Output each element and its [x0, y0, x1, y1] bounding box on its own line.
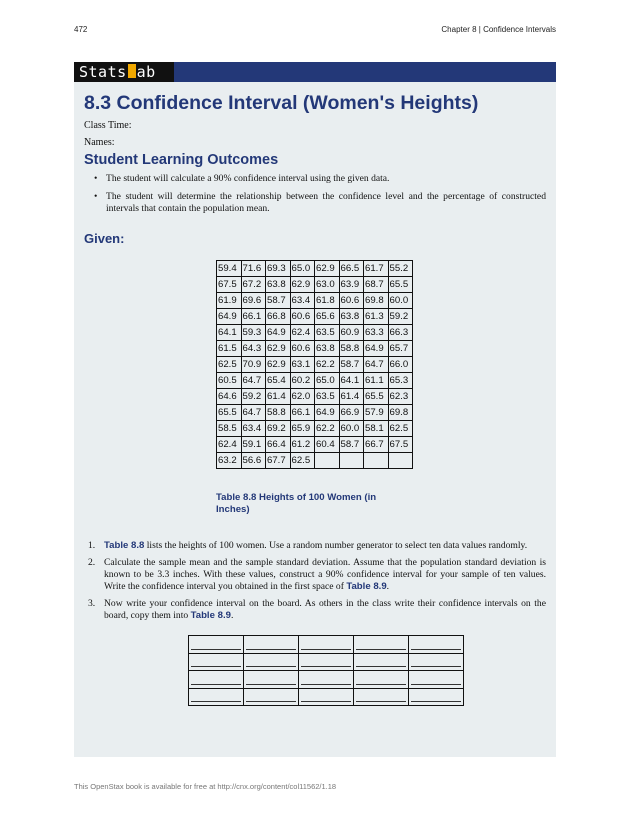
blank-cell[interactable]: [354, 688, 409, 706]
table-cell: 62.0: [290, 389, 315, 405]
blank-cell[interactable]: [244, 671, 299, 689]
page-footer: This OpenStax book is available for free at http://cnx.org/content/col11562/1.18: [74, 782, 337, 791]
table-cell: 60.6: [290, 309, 315, 325]
table-cell: 59.2: [388, 309, 413, 325]
table-cell: [339, 453, 364, 469]
write-in-line: [411, 692, 461, 702]
table-cell: 71.6: [241, 261, 266, 277]
table-row: [217, 357, 413, 373]
table-cell: 66.1: [241, 309, 266, 325]
table-cell: 63.8: [315, 341, 340, 357]
table-cell: 61.5: [217, 341, 242, 357]
table-row: [217, 453, 413, 469]
step-number: 1.: [88, 540, 96, 551]
write-in-line: [356, 675, 406, 685]
table-cell: 58.8: [339, 341, 364, 357]
outcome-text: The student will determine the relationship between the confidence level and the percentage of constructed intervals that contain the population mean.: [106, 191, 546, 214]
table-cell: [364, 453, 389, 469]
table-cell: [315, 453, 340, 469]
write-in-line: [191, 692, 241, 702]
table-cell: 65.4: [266, 373, 291, 389]
table-cell: 67.5: [388, 437, 413, 453]
write-in-line: [356, 692, 406, 702]
table-cell: 64.1: [339, 373, 364, 389]
table-cell: 60.4: [315, 437, 340, 453]
table-cell: 61.7: [364, 261, 389, 277]
table-cell: [388, 453, 413, 469]
blank-cell[interactable]: [299, 636, 354, 654]
stats-lab-box: [74, 62, 556, 757]
table-cell: 63.2: [217, 453, 242, 469]
table-cell: 66.4: [266, 437, 291, 453]
table-cell: 63.4: [241, 421, 266, 437]
step-text: Calculate the sample mean and the sample standard deviation. Assume that the population standard deviation is known to be 3.3 inches. With these values, construct a 90% confidence interval for your sample of ten values. Write the confidence interval you obtained in the first space of: [104, 557, 546, 592]
table-cell: 63.3: [364, 325, 389, 341]
write-in-line: [246, 675, 296, 685]
write-in-line: [301, 692, 351, 702]
blank-cell[interactable]: [244, 688, 299, 706]
table-cell: 55.2: [388, 261, 413, 277]
step-tail: .: [386, 581, 390, 592]
blank-intervals-table: [188, 635, 464, 706]
table-8-9-link[interactable]: Table 8.9: [346, 581, 387, 592]
table-cell: 62.9: [266, 357, 291, 373]
table-cell: 64.9: [217, 309, 242, 325]
write-in-line: [411, 657, 461, 667]
table-cell: 58.1: [364, 421, 389, 437]
blank-cell[interactable]: [189, 671, 244, 689]
write-in-line: [246, 657, 296, 667]
table-cell: 63.0: [315, 277, 340, 293]
heights-table: [216, 260, 413, 469]
table-cell: 66.3: [388, 325, 413, 341]
table-cell: 61.4: [266, 389, 291, 405]
blank-cell[interactable]: [244, 653, 299, 671]
step-item: [88, 557, 546, 593]
table-cell: 60.5: [217, 373, 242, 389]
table-cell: 58.7: [339, 437, 364, 453]
outcome-item: [94, 173, 546, 185]
table-cell: 66.8: [266, 309, 291, 325]
table-cell: 59.2: [241, 389, 266, 405]
blank-row: [189, 636, 464, 654]
table-cell: 61.8: [315, 293, 340, 309]
step-text: lists the heights of 100 women. Use a random number generator to select ten data values randomly.: [144, 540, 528, 551]
table-cell: 64.7: [241, 405, 266, 421]
table-cell: 70.9: [241, 357, 266, 373]
page-number: 472: [74, 25, 88, 34]
write-in-line: [356, 640, 406, 650]
table-cell: 63.4: [290, 293, 315, 309]
blank-cell[interactable]: [354, 653, 409, 671]
table-cell: 58.7: [339, 357, 364, 373]
write-in-line: [411, 675, 461, 685]
table-cell: 63.9: [339, 277, 364, 293]
blank-cell[interactable]: [409, 688, 464, 706]
table-cell: 61.3: [364, 309, 389, 325]
table-cell: 61.4: [339, 389, 364, 405]
table-cell: 62.2: [315, 421, 340, 437]
table-cell: 65.7: [388, 341, 413, 357]
blank-cell[interactable]: [299, 653, 354, 671]
table-row: [217, 373, 413, 389]
table-cell: 65.5: [217, 405, 242, 421]
table-8-9-link[interactable]: Table 8.9: [190, 610, 231, 621]
step-number: 2.: [88, 557, 96, 568]
bullet-icon: •: [94, 191, 98, 202]
write-in-line: [246, 640, 296, 650]
write-in-line: [191, 675, 241, 685]
step-item: [88, 598, 546, 622]
blank-cell[interactable]: [409, 653, 464, 671]
table-cell: 63.1: [290, 357, 315, 373]
table-cell: 60.6: [290, 341, 315, 357]
table-row: [217, 389, 413, 405]
table-cell: 64.1: [217, 325, 242, 341]
table-cell: 62.5: [217, 357, 242, 373]
step-text: Now write your confidence interval on the board. As others in the class write their confidence intervals on the board, copy them into: [104, 598, 546, 621]
table-cell: 62.2: [315, 357, 340, 373]
table-cell: 62.3: [388, 389, 413, 405]
table-cell: 62.4: [290, 325, 315, 341]
chapter-header: Chapter 8 | Confidence Intervals: [441, 25, 556, 34]
table-row: [217, 309, 413, 325]
table-cell: 65.9: [290, 421, 315, 437]
outcome-item: [94, 191, 546, 215]
write-in-line: [411, 640, 461, 650]
stats-lab-logo: [74, 62, 174, 82]
write-in-line: [246, 692, 296, 702]
table-cell: 67.2: [241, 277, 266, 293]
table-cell: 64.9: [364, 341, 389, 357]
table-cell: 58.7: [266, 293, 291, 309]
table-cell: 59.4: [217, 261, 242, 277]
table-cell: 66.1: [290, 405, 315, 421]
table-cell: 64.7: [241, 373, 266, 389]
blank-cell[interactable]: [244, 636, 299, 654]
table-cell: 66.5: [339, 261, 364, 277]
table-cell: 61.1: [364, 373, 389, 389]
table-cell: 60.0: [339, 421, 364, 437]
table-cell: 64.3: [241, 341, 266, 357]
table-cell: 64.9: [315, 405, 340, 421]
blank-cell[interactable]: [409, 671, 464, 689]
table-row: [217, 293, 413, 309]
table-cell: 65.3: [388, 373, 413, 389]
bullet-icon: •: [94, 173, 98, 184]
table-row: [217, 325, 413, 341]
table-cell: 69.8: [364, 293, 389, 309]
stats-lab-banner: [74, 62, 556, 82]
outcomes-heading: Student Learning Outcomes: [84, 152, 279, 168]
table-cell: 63.5: [315, 325, 340, 341]
table-cell: 62.5: [290, 453, 315, 469]
table-cell: 62.4: [217, 437, 242, 453]
table-cell: 69.3: [266, 261, 291, 277]
table-row: [217, 437, 413, 453]
blank-cell[interactable]: [299, 688, 354, 706]
write-in-line: [301, 675, 351, 685]
table-row: [217, 341, 413, 357]
outcomes-list: [94, 173, 546, 221]
table-caption: Table 8.8 Heights of 100 Women (in Inches): [216, 492, 377, 515]
table-cell: 61.9: [217, 293, 242, 309]
names-label: Names:: [84, 137, 115, 148]
table-cell: 60.6: [339, 293, 364, 309]
table-cell: 65.0: [315, 373, 340, 389]
table-row: [217, 261, 413, 277]
write-in-line: [301, 657, 351, 667]
table-cell: 56.6: [241, 453, 266, 469]
table-cell: 58.5: [217, 421, 242, 437]
blank-cell[interactable]: [354, 636, 409, 654]
table-cell: 63.5: [315, 389, 340, 405]
outcome-text: The student will calculate a 90% confidence interval using the given data.: [106, 173, 390, 184]
table-cell: 59.3: [241, 325, 266, 341]
table-cell: 63.8: [266, 277, 291, 293]
table-cell: 62.5: [388, 421, 413, 437]
table-row: [217, 405, 413, 421]
table-cell: 62.9: [290, 277, 315, 293]
table-cell: 69.2: [266, 421, 291, 437]
table-cell: 67.5: [217, 277, 242, 293]
logo-mark-icon: [128, 64, 136, 78]
given-heading: Given:: [84, 231, 125, 246]
table-cell: 62.9: [266, 341, 291, 357]
blank-cell[interactable]: [409, 636, 464, 654]
blank-cell[interactable]: [354, 671, 409, 689]
table-cell: 64.6: [217, 389, 242, 405]
blank-row: [189, 688, 464, 706]
logo-text-right: ab: [136, 63, 156, 81]
table-cell: 60.0: [388, 293, 413, 309]
blank-cell[interactable]: [299, 671, 354, 689]
table-cell: 65.6: [315, 309, 340, 325]
table-cell: 64.7: [364, 357, 389, 373]
table-8-8-link[interactable]: Table 8.8: [104, 540, 145, 551]
table-cell: 68.7: [364, 277, 389, 293]
lab-title: 8.3 Confidence Interval (Women's Heights): [84, 92, 479, 114]
table-cell: 64.9: [266, 325, 291, 341]
table-cell: 67.7: [266, 453, 291, 469]
class-time-label: Class Time:: [84, 120, 132, 131]
table-cell: 57.9: [364, 405, 389, 421]
table-cell: 69.6: [241, 293, 266, 309]
table-cell: 65.5: [388, 277, 413, 293]
table-cell: 60.9: [339, 325, 364, 341]
write-in-line: [356, 657, 406, 667]
table-cell: 58.8: [266, 405, 291, 421]
table-cell: 65.5: [364, 389, 389, 405]
table-cell: 59.1: [241, 437, 266, 453]
table-cell: 69.8: [388, 405, 413, 421]
step-tail: .: [230, 610, 234, 621]
write-in-line: [301, 640, 351, 650]
table-cell: 65.0: [290, 261, 315, 277]
step-number: 3.: [88, 598, 96, 609]
blank-cell[interactable]: [189, 653, 244, 671]
table-row: [217, 277, 413, 293]
write-in-line: [191, 657, 241, 667]
table-cell: 60.2: [290, 373, 315, 389]
write-in-line: [191, 640, 241, 650]
blank-row: [189, 653, 464, 671]
table-cell: 66.0: [388, 357, 413, 373]
blank-row: [189, 671, 464, 689]
table-cell: 66.9: [339, 405, 364, 421]
blank-cell[interactable]: [189, 688, 244, 706]
table-cell: 66.7: [364, 437, 389, 453]
step-item: [88, 540, 546, 552]
steps-list: [88, 540, 546, 627]
table-cell: 61.2: [290, 437, 315, 453]
logo-text-left: Stats: [79, 63, 127, 81]
table-row: [217, 421, 413, 437]
table-cell: 63.8: [339, 309, 364, 325]
table-cell: 62.9: [315, 261, 340, 277]
blank-cell[interactable]: [189, 636, 244, 654]
